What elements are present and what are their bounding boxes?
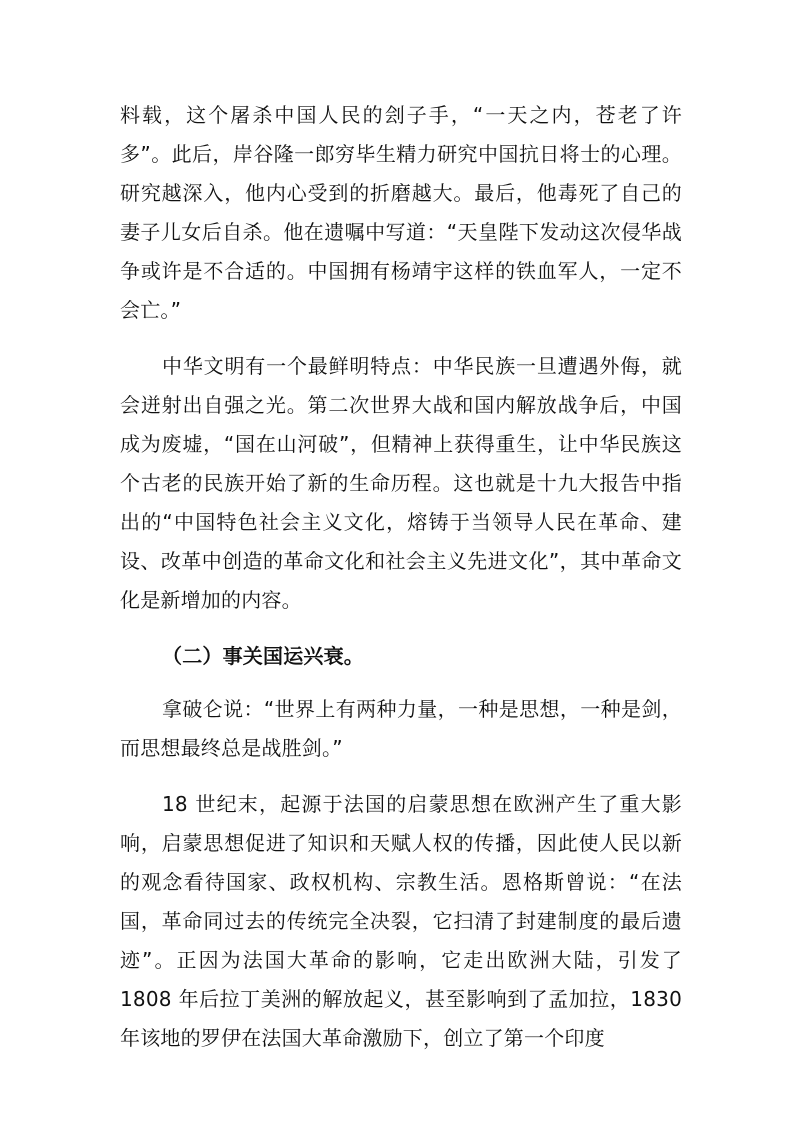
document-page xyxy=(120,96,682,1075)
paragraph-1: 料载，这个屠杀中国人民的刽子手，“一天之内，苍老了许多”。此后，岸谷隆一郎穷毕生精力研究中国抗日将士的心理。研究越深入，他内心受到的折磨越大。最后，他毒死了自己的妻子儿女后自杀。他在遗嘱中写道：“天皇陛下发动这次侵华战争或许是不合适的。中国拥有杨靖宇这样的铁血军人，一定不会亡。” xyxy=(120,103,682,322)
section-heading: （二）事关国运兴衰。 xyxy=(162,644,364,668)
paragraph-4: 18 世纪末，起源于法国的启蒙思想在欧洲产生了重大影响，启蒙思想促进了知识和天赋人权的传播，因此使人民以新的观念看待国家、政权机构、宗教生活。恩格斯曾说：“在法国，革命同过去的传统完全决裂，它扫清了封建制度的最后遗迹”。正因为法国大革命的影响，它走出欧洲大陆，引发了 1808 年后拉丁美洲的解放起义，甚至影响到了孟加拉，1830 年该地的罗伊在法国大革命激励下，创立了第一个印度 xyxy=(120,792,682,1050)
paragraph-2: 中华文明有一个最鲜明特点：中华民族一旦遭遇外侮，就会迸射出自强之光。第二次世界大战和国内解放战争后，中国成为废墟，“国在山河破”，但精神上获得重生，让中华民族这个古老的民族开始了新的生命历程。这也就是十九大报告中指出的“中国特色社会主义文化，熔铸于当领导人民在革命、建设、改革中创造的革命文化和社会主义先进文化”，其中革命文化是新增加的内容。 xyxy=(120,354,682,612)
paragraph-3: 拿破仑说：“世界上有两种力量，一种是思想，一种是剑，而思想最终总是战胜剑。” xyxy=(120,697,682,760)
